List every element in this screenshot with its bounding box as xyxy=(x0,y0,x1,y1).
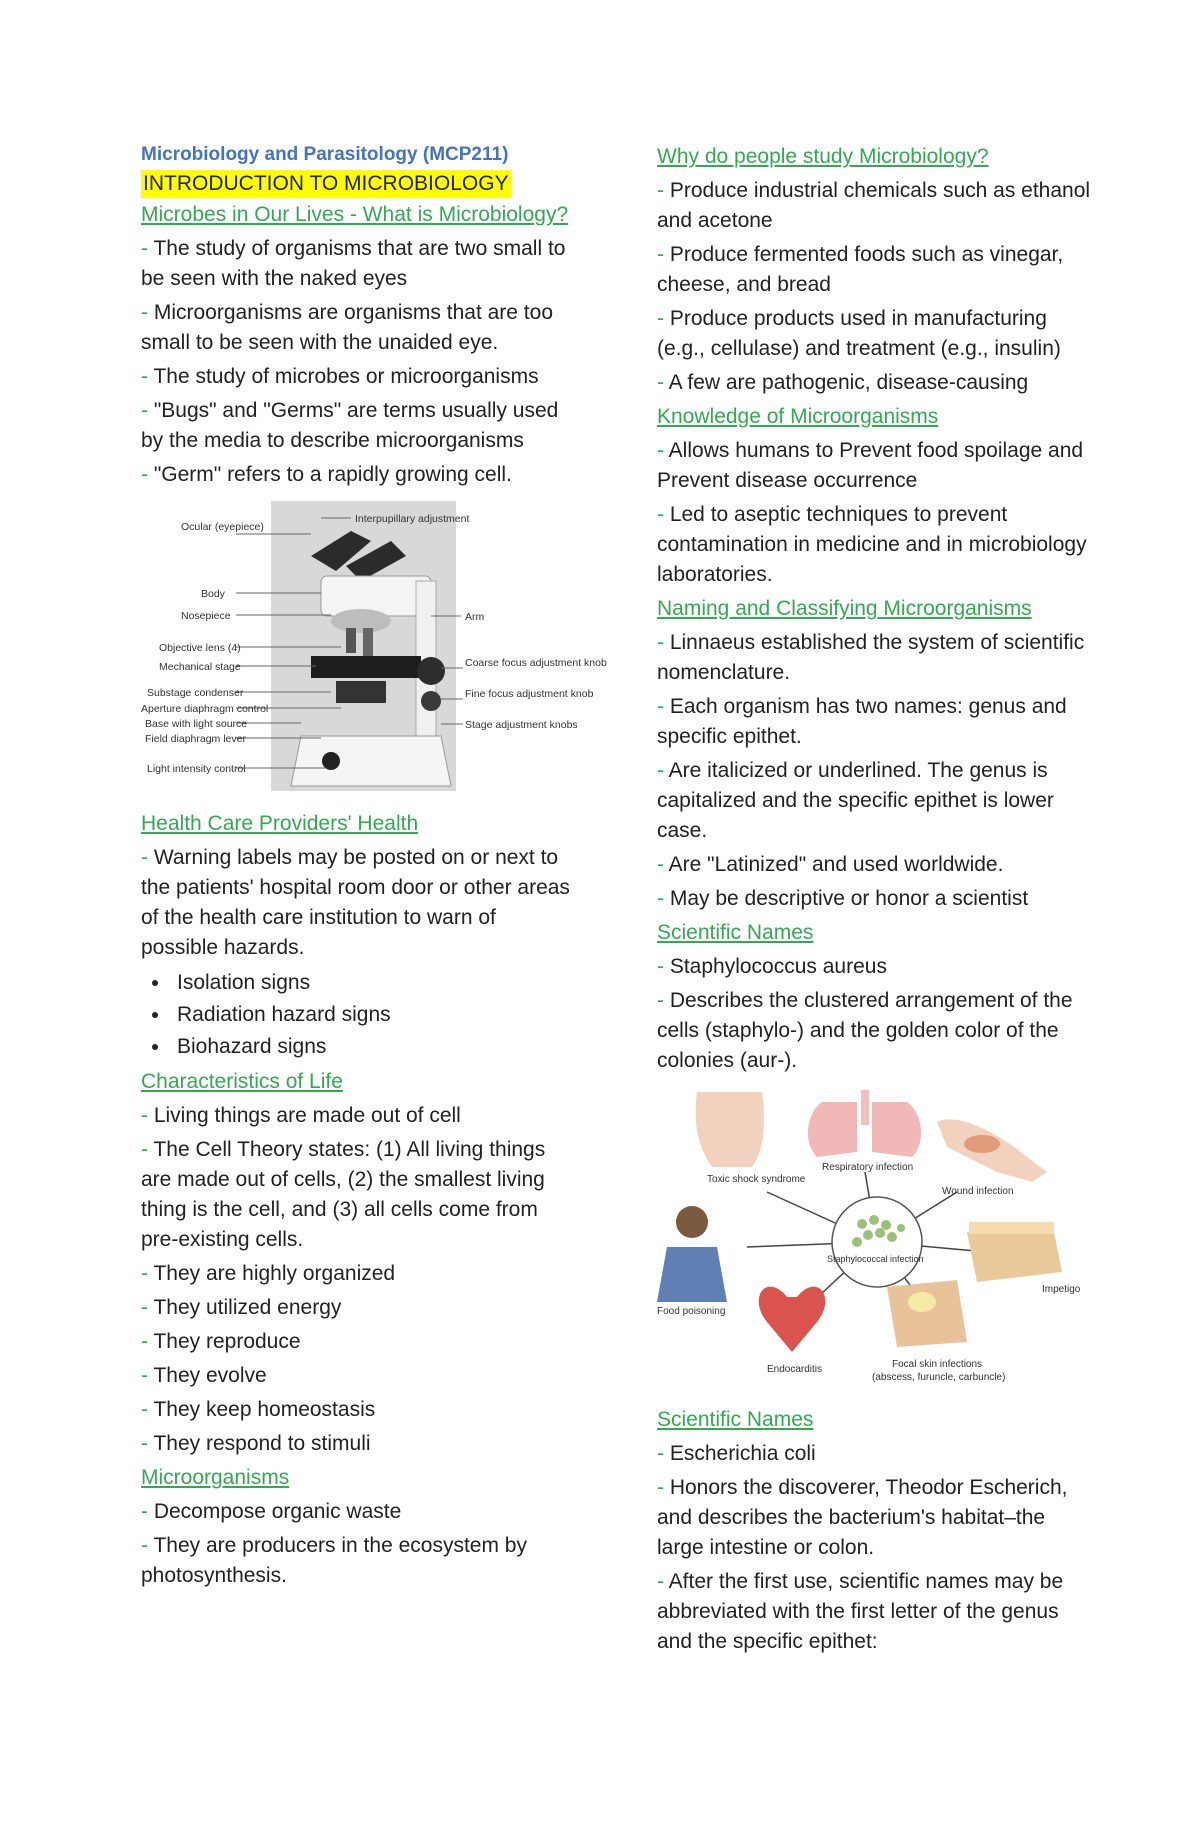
dash-marker: - xyxy=(141,301,154,324)
dash-marker: - xyxy=(657,759,669,782)
label-field: Field diaphragm lever xyxy=(145,733,246,745)
dash-marker: - xyxy=(657,887,670,910)
section-heading-characteristics: Characteristics of Life xyxy=(141,1070,343,1093)
list-item: - They are highly organized xyxy=(141,1262,396,1285)
list-item: - Are "Latinized" and used worldwide. xyxy=(657,853,1004,876)
dash-marker: - xyxy=(141,365,154,388)
label-focal: Focal skin infections xyxy=(892,1359,983,1370)
dash-marker: - xyxy=(141,1330,154,1353)
list-item: - Escherichia coli xyxy=(657,1442,816,1465)
bullet-item: • Radiation hazard signs xyxy=(171,999,571,1031)
label-base: Base with light source xyxy=(145,718,248,730)
section-heading-health-care: Health Care Providers' Health xyxy=(141,812,419,835)
left-column xyxy=(141,142,607,1595)
list-item: - Linnaeus established the system of scientific nomenclature. xyxy=(657,631,1085,684)
dash-marker: - xyxy=(657,503,670,526)
staph-center-circle xyxy=(832,1197,922,1287)
bullet-item: • Isolation signs xyxy=(171,967,571,999)
dash-marker: - xyxy=(657,631,670,654)
section-heading-knowledge: Knowledge of Microorganisms xyxy=(657,405,939,428)
label-substage: Substage condenser xyxy=(147,687,244,699)
section-heading-microorganisms: Microorganisms xyxy=(141,1466,290,1489)
dash-marker: - xyxy=(657,1442,670,1465)
list-item: - Describes the clustered arrangement of the cells (staphylo-) and the golden color of the colonies (aur-). xyxy=(657,989,1073,1072)
dash-marker: - xyxy=(657,695,670,718)
dash-marker: - xyxy=(657,1570,669,1593)
torso-illustration xyxy=(696,1092,764,1167)
list-item: - Staphylococcus aureus xyxy=(657,955,887,978)
label-food: Food poisoning xyxy=(657,1306,726,1317)
dash-marker: - xyxy=(141,1534,154,1557)
label-body: Body xyxy=(201,588,225,600)
label-toxic: Toxic shock syndrome xyxy=(707,1174,806,1185)
dash-marker: - xyxy=(657,439,669,462)
list-item: - Decompose organic waste xyxy=(141,1500,402,1523)
dash-marker: - xyxy=(141,1262,154,1285)
label-wound: Wound infection xyxy=(942,1186,1014,1197)
list-item: - Produce industrial chemicals such as ethanol and acetone xyxy=(657,179,1091,232)
section-heading-naming: Naming and Classifying Microorganisms xyxy=(657,597,1032,620)
list-item: - They respond to stimuli xyxy=(141,1432,371,1455)
heart-illustration xyxy=(759,1287,826,1352)
list-item: - After the first use, scientific names may be abbreviated with the first letter of the genus and the specific epithet: xyxy=(657,1570,1064,1653)
list-item: - Microorganisms are organisms that are too small to be seen with the unaided eye. xyxy=(141,301,553,354)
hazard-sign-list xyxy=(141,967,571,1063)
dash-marker: - xyxy=(141,463,154,486)
dash-marker: - xyxy=(141,846,154,869)
label-arm: Arm xyxy=(465,611,485,623)
list-item: - Each organism has two names: genus and specific epithet. xyxy=(657,695,1067,748)
label-fine: Fine focus adjustment knob xyxy=(465,688,594,700)
list-item: - Produce products used in manufacturing (e.g., cellulase) and treatment (e.g., insulin) xyxy=(657,307,1061,360)
dash-marker: - xyxy=(141,1296,154,1319)
dash-marker: - xyxy=(657,243,670,266)
label-center: Staphylococcal infection xyxy=(827,1254,924,1264)
label-light: Light intensity control xyxy=(147,763,246,775)
label-stage-adj: Stage adjustment knobs xyxy=(465,719,578,731)
label-coarse: Coarse focus adjustment knob xyxy=(465,657,607,669)
label-endocarditis: Endocarditis xyxy=(767,1364,823,1375)
dash-marker: - xyxy=(141,237,154,260)
label-interpupillary: Interpupillary adjustment xyxy=(355,513,470,525)
dash-marker: - xyxy=(657,853,669,876)
list-item: - Led to aseptic techniques to prevent contamination in medicine and in microbiology laboratories. xyxy=(657,503,1087,586)
list-item: - The Cell Theory states: (1) All living things are made out of cells, (2) the smallest living thing is the cell, and (3) all cells come from pre-existing cells. xyxy=(141,1138,546,1251)
label-ocular: Ocular (eyepiece) xyxy=(181,521,264,533)
label-aperture: Aperture diaphragm control xyxy=(141,703,269,715)
staph-infection-diagram xyxy=(657,1082,1097,1392)
label-impetigo: Impetigo xyxy=(1042,1284,1081,1295)
section-heading-scientific-names-2: Scientific Names xyxy=(657,1408,814,1431)
person-illustration xyxy=(676,1206,708,1238)
microscope-diagram xyxy=(141,496,607,796)
list-item: - "Germ" refers to a rapidly growing cell. xyxy=(141,463,512,486)
list-item: - They evolve xyxy=(141,1364,267,1387)
section-heading-microbes: Microbes in Our Lives - What is Microbiology? xyxy=(141,203,569,226)
list-item: - Honors the discoverer, Theodor Escherich, and describes the bacterium's habitat–the large intestine or colon. xyxy=(657,1476,1068,1559)
section-heading-scientific-names-1: Scientific Names xyxy=(657,921,814,944)
label-respiratory: Respiratory infection xyxy=(822,1162,914,1173)
dash-marker: - xyxy=(141,1104,154,1127)
list-item: - They are producers in the ecosystem by photosynthesis. xyxy=(141,1534,527,1587)
list-item: - The study of microbes or microorganisms xyxy=(141,365,539,388)
label-nosepiece: Nosepiece xyxy=(181,610,231,622)
list-item: - They reproduce xyxy=(141,1330,301,1353)
list-item: - Warning labels may be posted on or next to the patients' hospital room door or other areas of the health care institution to warn of possible hazards. xyxy=(141,846,570,959)
list-item: - Allows humans to Prevent food spoilage and Prevent disease occurrence xyxy=(657,439,1084,492)
staph-infection-figure xyxy=(657,1082,1097,1397)
dash-marker: - xyxy=(141,399,154,422)
intro-title: INTRODUCTION TO MICROBIOLOGY xyxy=(141,170,511,198)
course-title: Microbiology and Parasitology (MCP211) xyxy=(141,144,509,165)
list-item: - A few are pathogenic, disease-causing xyxy=(657,371,1029,394)
right-column xyxy=(657,142,1097,1661)
label-mech-stage: Mechanical stage xyxy=(159,661,241,673)
list-item: - Living things are made out of cell xyxy=(141,1104,461,1127)
bullet-item: • Biohazard signs xyxy=(171,1031,571,1063)
list-item: - They utilized energy xyxy=(141,1296,342,1319)
dash-marker: - xyxy=(141,1364,154,1387)
dash-marker: - xyxy=(657,955,670,978)
label-objective: Objective lens (4) xyxy=(159,642,241,654)
dash-marker: - xyxy=(657,307,670,330)
dash-marker: - xyxy=(657,179,670,202)
section-heading-why-study: Why do people study Microbiology? xyxy=(657,145,989,168)
dash-marker: - xyxy=(141,1398,154,1421)
dash-marker: - xyxy=(657,371,669,394)
microscope-figure xyxy=(141,496,607,801)
dash-marker: - xyxy=(141,1432,154,1455)
list-item: - Produce fermented foods such as vinegar, cheese, and bread xyxy=(657,243,1064,296)
dash-marker: - xyxy=(141,1138,154,1161)
dash-marker: - xyxy=(657,1476,670,1499)
focal-skin-illustration xyxy=(887,1280,967,1347)
list-item: - May be descriptive or honor a scientist xyxy=(657,887,1029,910)
list-item: - Are italicized or underlined. The genus is capitalized and the specific epithet is lower case. xyxy=(657,759,1054,842)
dash-marker: - xyxy=(141,1500,154,1523)
list-item: - The study of organisms that are two small to be seen with the naked eyes xyxy=(141,237,566,290)
list-item: - They keep homeostasis xyxy=(141,1398,376,1421)
list-item: - "Bugs" and "Germs" are terms usually used by the media to describe microorganisms xyxy=(141,399,559,452)
dash-marker: - xyxy=(657,989,670,1012)
lungs-illustration xyxy=(808,1102,857,1157)
label-focal-sub: (abscess, furuncle, carbuncle) xyxy=(872,1372,1006,1383)
